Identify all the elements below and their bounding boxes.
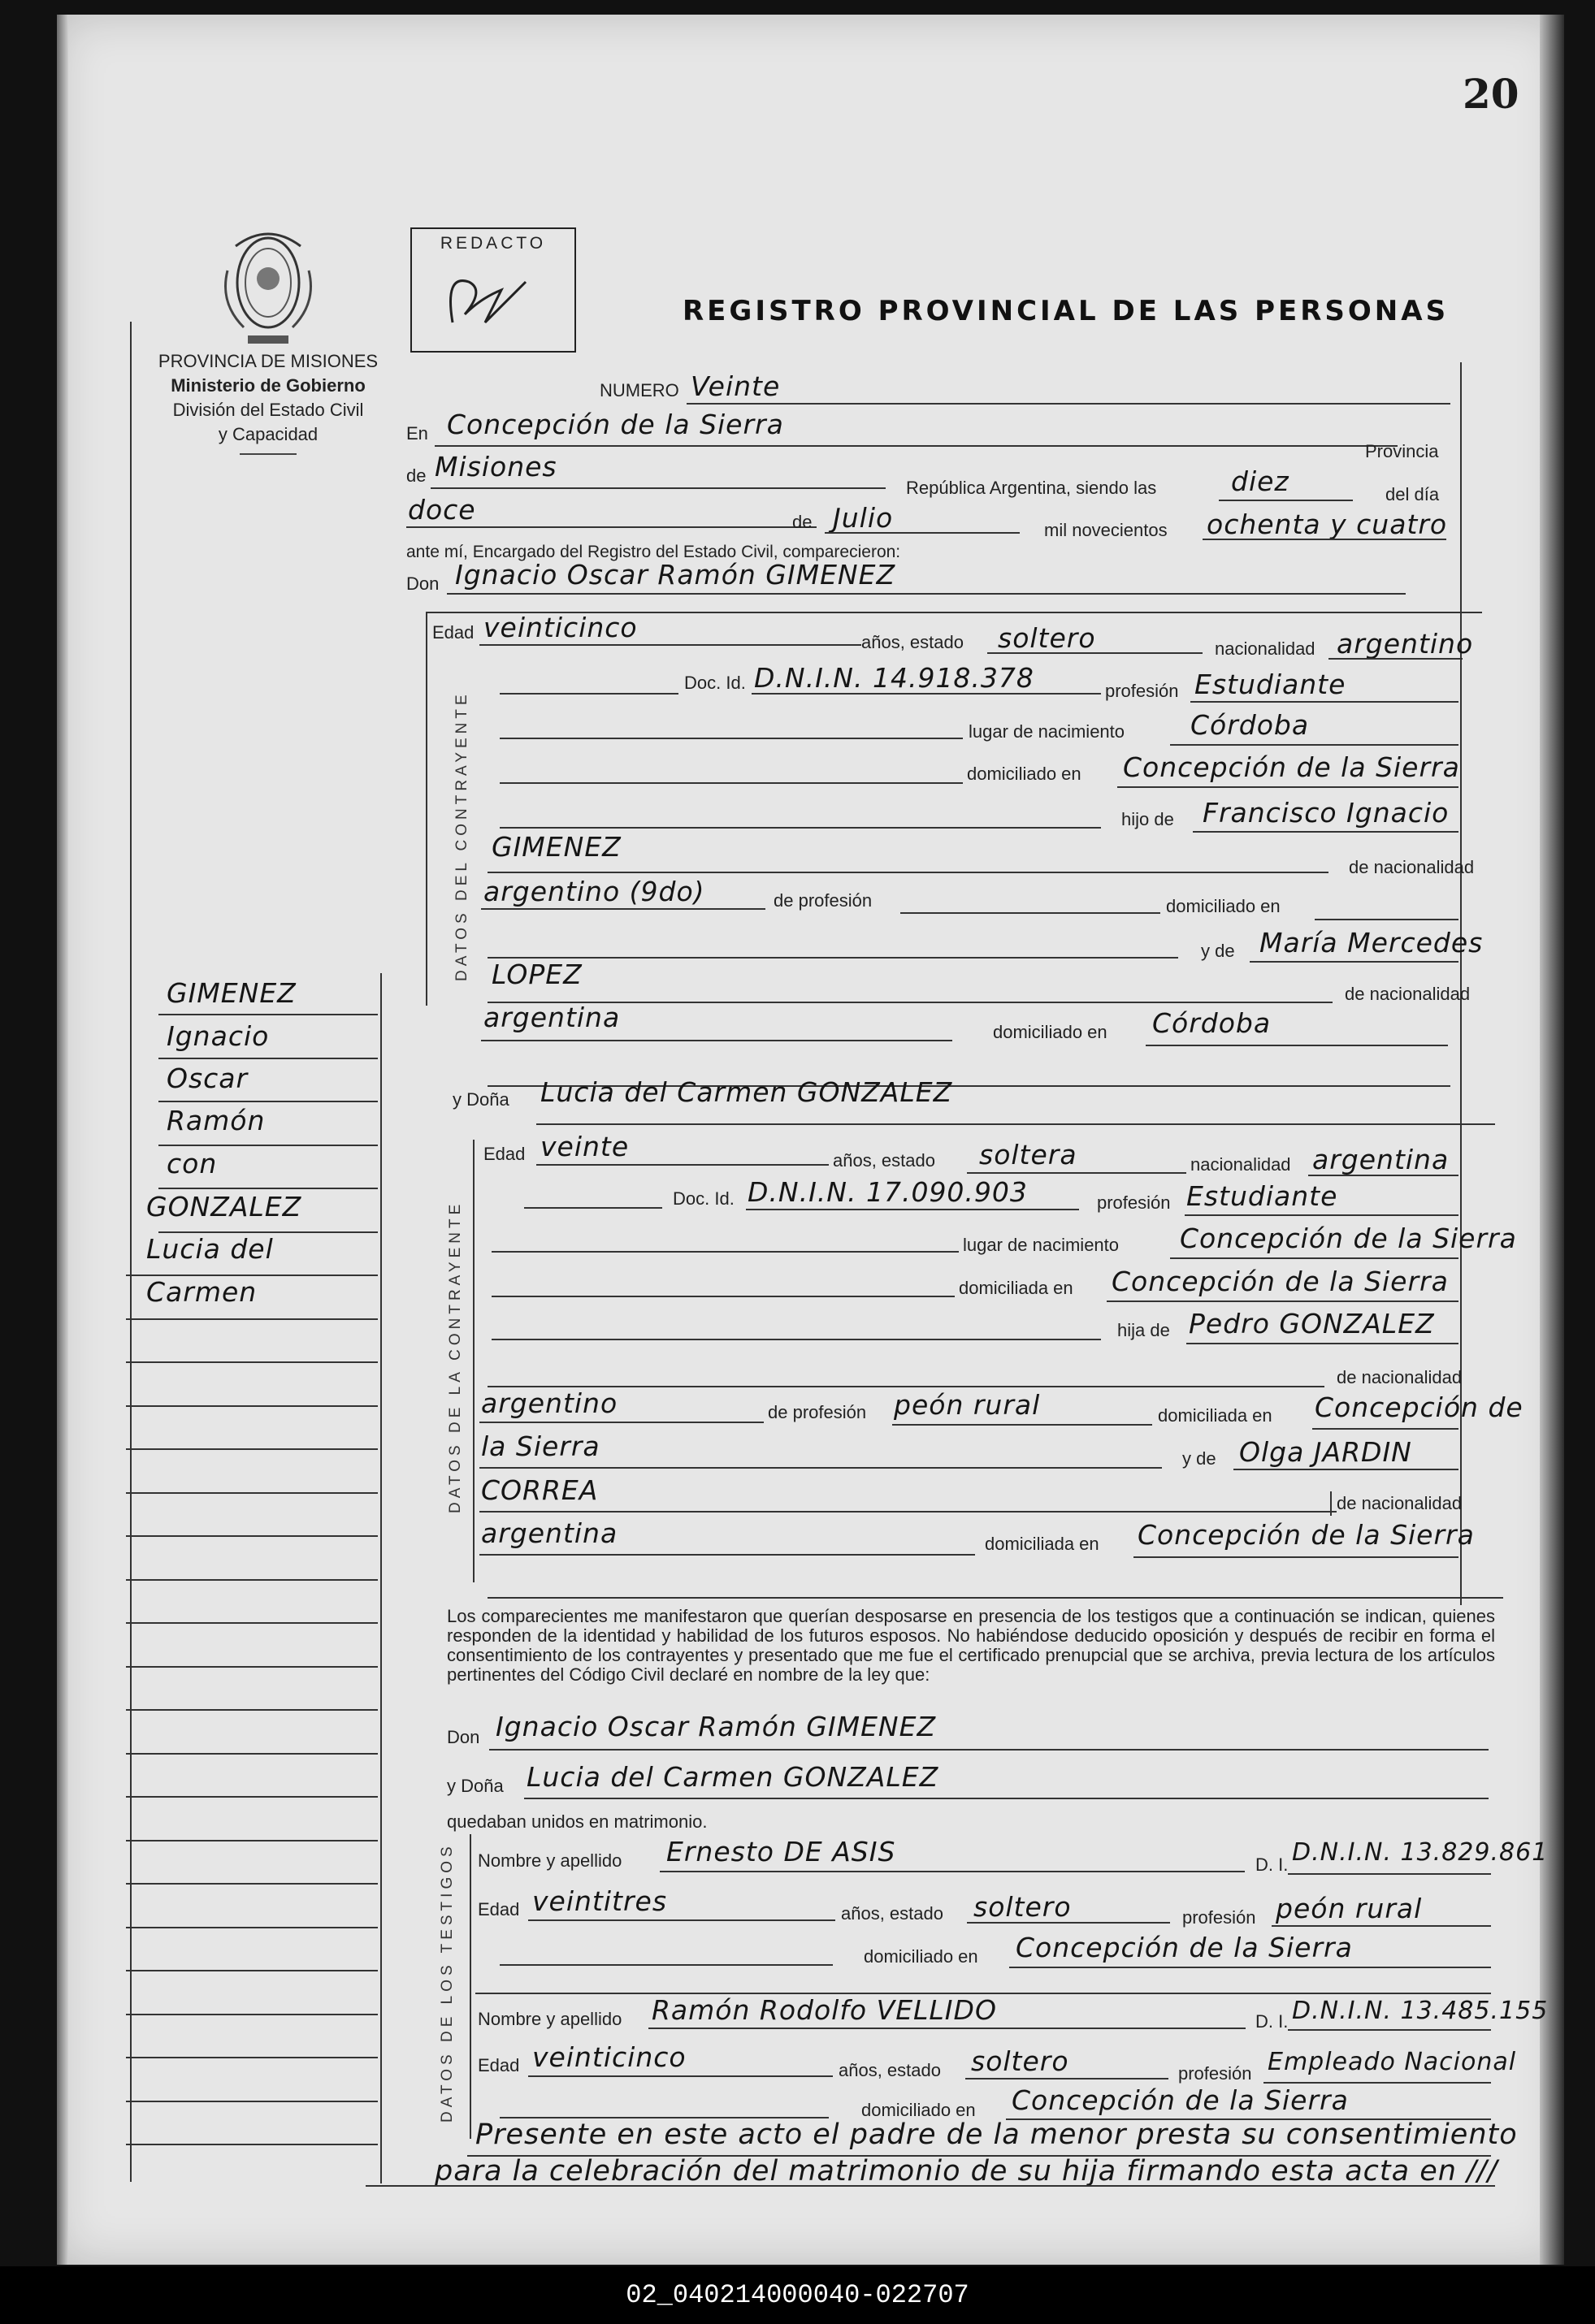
label-bride-lugar: lugar de nacimiento <box>963 1235 1120 1255</box>
label-groom-nac: nacionalidad <box>1215 638 1315 659</box>
groom-nationality: argentino <box>1337 628 1474 660</box>
redacto-signature-icon <box>436 266 534 339</box>
groom-doc: D.N.I.N. 14.918.378 <box>754 662 1034 694</box>
bride-doc: D.N.I.N. 17.090.903 <box>748 1176 1028 1208</box>
label-bride-dom: domiciliada en <box>959 1278 1073 1298</box>
witness2-doc: D.N.I.N. 13.485.155 <box>1292 1997 1549 2025</box>
bride-mother-1: Olga JARDIN <box>1239 1436 1412 1468</box>
groom-mother-2: LOPEZ <box>492 959 583 990</box>
margin-ruled-line <box>126 1275 378 1276</box>
note-line-2: para la celebración del matrimonio de su hija firmando esta acta en /// <box>435 2155 1498 2188</box>
margin-ruled-line <box>158 1058 378 1059</box>
label-bride-father-dom: domiciliada en <box>1158 1405 1272 1426</box>
document-title: REGISTRO PROVINCIAL DE LAS PERSONAS <box>683 295 1450 327</box>
groom-section-label: DATOS DEL CONTRAYENTE <box>453 690 470 981</box>
margin-ruled-line <box>126 2101 378 2102</box>
label-groom-father-dom: domiciliado en <box>1166 896 1281 916</box>
bride-father-profession: peón rural <box>894 1389 1041 1421</box>
groom-status: soltero <box>998 622 1096 654</box>
margin-name-7: Lucia del <box>146 1233 274 1265</box>
label-quedaban: quedaban unidos en matrimonio. <box>447 1811 708 1832</box>
scan-footer: 02_040214000040-022707 <box>0 2266 1595 2324</box>
label-w2-edad: Edad <box>478 2055 520 2075</box>
label-groom-father-nac: de nacionalidad <box>1349 857 1475 877</box>
issuer-line-3: División del Estado Civil <box>172 400 364 420</box>
label-groom-dom: domiciliado en <box>967 764 1081 784</box>
margin-ruled-line <box>126 1753 378 1755</box>
label-groom-lugar: lugar de nacimiento <box>969 721 1125 742</box>
issuer-block <box>146 349 390 455</box>
label-bride-anos: años, estado <box>833 1150 935 1171</box>
label-w1-edad: Edad <box>478 1899 520 1919</box>
margin-ruled-line <box>126 1361 378 1363</box>
groom-mother-nationality: argentina <box>483 1002 621 1033</box>
witness2-name: Ramón Rodolfo VELLIDO <box>652 1994 997 2026</box>
label-de: de <box>406 465 427 486</box>
margin-ruled-line <box>158 1231 378 1233</box>
issuer-line-4: y Capacidad <box>218 424 319 444</box>
bride-father: Pedro GONZALEZ <box>1189 1308 1435 1339</box>
label-groom-y-de: y de <box>1201 941 1235 961</box>
label-groom-edad: Edad <box>432 622 475 643</box>
label-bride-y-de: y de <box>1182 1448 1216 1469</box>
coat-of-arms-icon <box>219 222 317 352</box>
groom-name: Ignacio Oscar Ramón GIMENEZ <box>455 559 896 591</box>
witness2-age: veinticinco <box>532 2041 687 2073</box>
witness2-address: Concepción de la Sierra <box>1012 2084 1349 2116</box>
label-groom-hijo: hijo de <box>1121 809 1174 829</box>
margin-ruled-line <box>126 1666 378 1668</box>
label-bride-doc: Doc. Id. <box>673 1188 735 1209</box>
label-y-dona: y Doña <box>453 1089 509 1110</box>
groom-age: veinticinco <box>483 612 638 643</box>
label-w2-dom: domiciliado en <box>861 2100 976 2120</box>
label-w1-prof: profesión <box>1182 1907 1256 1928</box>
margin-ruled-line <box>126 1927 378 1928</box>
witness2-profession: Empleado Nacional <box>1268 2048 1517 2076</box>
label-ante: ante mí, Encargado del Registro del Estado Civil, comparecieron: <box>406 543 901 561</box>
groom-mother-address: Córdoba <box>1152 1007 1272 1039</box>
redacto-label: REDACTO <box>440 234 547 253</box>
bride-mother-nationality: argentina <box>481 1517 618 1549</box>
label-w1-name: Nombre y apellido <box>478 1850 622 1871</box>
declaration-bride: Lucia del Carmen GONZALEZ <box>527 1761 939 1793</box>
margin-name-4: Ramón <box>167 1105 266 1136</box>
label-w1-dom: domiciliado en <box>864 1946 978 1967</box>
margin-ruled-line <box>126 1970 378 1971</box>
bride-status: soltera <box>979 1139 1077 1171</box>
label-groom-prof: profesión <box>1105 681 1179 701</box>
margin-ruled-line <box>126 1883 378 1885</box>
margin-ruled-line <box>126 2014 378 2015</box>
witness1-address: Concepción de la Sierra <box>1016 1932 1353 1963</box>
margin-ruled-line <box>158 1188 378 1189</box>
margin-name-3: Oscar <box>167 1062 249 1094</box>
label-groom-father-prof: de profesión <box>774 890 873 911</box>
bride-nationality: argentina <box>1312 1144 1450 1175</box>
margin-ruled-line <box>126 1622 378 1624</box>
margin-ruled-line <box>126 1318 378 1320</box>
book-binding-edge <box>1540 15 1564 2265</box>
issuer-line-2: Ministerio de Gobierno <box>171 375 366 396</box>
label-w2-prof: profesión <box>1178 2063 1252 2084</box>
label-groom-mother-dom: domiciliado en <box>993 1022 1107 1042</box>
label-don: Don <box>406 573 440 594</box>
label-numero: NUMERO <box>600 380 679 400</box>
margin-ruled-line <box>158 1145 378 1146</box>
margin-name-5: con <box>167 1148 218 1179</box>
margin-ruled-line <box>158 1014 378 1015</box>
bride-section-label: DATOS DE LA CONTRAYENTE <box>447 1200 464 1513</box>
groom-address: Concepción de la Sierra <box>1123 751 1460 783</box>
groom-father-2: GIMENEZ <box>492 831 622 863</box>
margin-ruled-line <box>126 1840 378 1841</box>
act-year: ochenta y cuatro <box>1207 509 1448 540</box>
bride-mother-address: Concepción de la Sierra <box>1138 1519 1475 1551</box>
groom-section-border <box>426 612 427 1006</box>
bride-name: Lucia del Carmen GONZALEZ <box>540 1076 953 1108</box>
label-bride-edad: Edad <box>483 1144 526 1164</box>
bride-section-border <box>473 1140 475 1582</box>
act-place: Concepción de la Sierra <box>447 409 784 440</box>
label-en: En <box>406 423 428 444</box>
margin-ruled-line <box>126 1492 378 1494</box>
margin-ruled-line <box>126 2057 378 2058</box>
margin-name-8: Carmen <box>146 1276 258 1308</box>
margin-ruled-line <box>126 1709 378 1711</box>
witness-section-label: DATOS DE LOS TESTIGOS <box>439 1842 456 2123</box>
label-bride-nac: nacionalidad <box>1190 1154 1291 1175</box>
issuer-line-1: PROVINCIA DE MISIONES <box>158 351 379 371</box>
bride-age: veinte <box>540 1131 630 1162</box>
act-day: doce <box>408 494 476 526</box>
bride-birthplace: Concepción de la Sierra <box>1180 1223 1517 1254</box>
witness1-profession: peón rural <box>1276 1893 1423 1924</box>
act-province: Misiones <box>435 451 557 483</box>
witness1-age: veintitres <box>532 1885 668 1917</box>
label-w2-anos: años, estado <box>839 2060 941 2080</box>
label-groom-doc: Doc. Id. <box>684 673 746 693</box>
act-number: Veinte <box>691 370 781 402</box>
groom-mother-1: María Mercedes <box>1259 927 1484 959</box>
witness2-status: soltero <box>971 2045 1069 2077</box>
label-bride-mother-dom: domiciliada en <box>985 1534 1099 1554</box>
margin-ruled-line <box>126 1405 378 1407</box>
label-decl-dona: y Doña <box>447 1776 504 1796</box>
witness-section-border <box>470 1834 471 2139</box>
label-de-mes: de <box>792 512 813 532</box>
groom-father-nationality: argentino (9do) <box>483 876 705 907</box>
label-w1-anos: años, estado <box>841 1903 943 1924</box>
bride-father-address-2: la Sierra <box>481 1430 600 1462</box>
label-bride-mother-nac: de nacionalidad <box>1337 1493 1463 1513</box>
label-w2-di: D. I. <box>1255 2011 1289 2032</box>
declaration-groom: Ignacio Oscar Ramón GIMENEZ <box>496 1711 937 1742</box>
margin-ruled-line <box>126 2144 378 2145</box>
label-provincia: Provincia <box>1365 441 1439 461</box>
bride-father-address-1: Concepción de <box>1315 1391 1523 1423</box>
margin-column-border <box>130 322 132 2182</box>
label-bride-prof: profesión <box>1097 1192 1171 1213</box>
page-number: 20 <box>1463 70 1519 118</box>
act-month: Julio <box>833 502 894 534</box>
label-groom-mother-nac: de nacionalidad <box>1345 984 1471 1004</box>
bride-mother-2: CORREA <box>481 1474 599 1506</box>
label-mil: mil novecientos <box>1044 520 1168 540</box>
label-bride-father-prof: de profesión <box>768 1402 867 1422</box>
document-page <box>57 15 1564 2265</box>
label-w1-di: D. I. <box>1255 1854 1289 1875</box>
redacto-box <box>410 227 576 353</box>
label-del-dia: del día <box>1385 484 1440 504</box>
label-bride-hija: hija de <box>1117 1320 1170 1340</box>
margin-ruled-line <box>158 1101 378 1102</box>
witness1-status: soltero <box>973 1891 1072 1923</box>
margin-ruled-line <box>126 1448 378 1450</box>
margin-name-1: GIMENEZ <box>167 977 297 1009</box>
label-groom-anos: años, estado <box>861 632 964 652</box>
label-republica: República Argentina, siendo las <box>906 478 1157 498</box>
margin-name-2: Ignacio <box>167 1020 270 1052</box>
margin-ruled-line <box>126 1535 378 1537</box>
label-decl-don: Don <box>447 1727 480 1747</box>
act-hour: diez <box>1231 465 1289 497</box>
witness1-name: Ernesto DE ASIS <box>666 1836 896 1867</box>
label-w2-name: Nombre y apellido <box>478 2009 622 2029</box>
margin-divider <box>380 973 382 2183</box>
margin-name-6: GONZALEZ <box>146 1191 302 1223</box>
margin-ruled-line <box>126 1796 378 1798</box>
book-spine <box>57 15 68 2265</box>
label-bride-father-nac: de nacionalidad <box>1337 1367 1463 1387</box>
groom-profession: Estudiante <box>1194 669 1346 700</box>
declaration-paragraph: Los comparecientes me manifestaron que querían desposarse en presencia de los testigos que a continuación se indican, quienes responden de la identidad y habilidad de los futuros esposos. No habiéndose deducido oposición y después de recibir en forma el consentimiento de los contrayentes y presentado que me fue el certificado prenupcial que se archiva, previa lectura de los artículos pertinentes del Código Civil declaré en nombre de la ley que: <box>447 1606 1495 1685</box>
note-line-1: Presente en este acto el padre de la menor presta su consentimiento <box>475 2118 1518 2151</box>
witness1-doc: D.N.I.N. 13.829.861 <box>1292 1838 1549 1867</box>
groom-birthplace: Córdoba <box>1190 709 1310 741</box>
bride-address: Concepción de la Sierra <box>1112 1266 1449 1297</box>
groom-father-1: Francisco Ignacio <box>1203 797 1450 829</box>
margin-ruled-line <box>126 1579 378 1581</box>
bride-father-nationality: argentino <box>481 1387 618 1419</box>
bride-profession: Estudiante <box>1186 1180 1338 1212</box>
